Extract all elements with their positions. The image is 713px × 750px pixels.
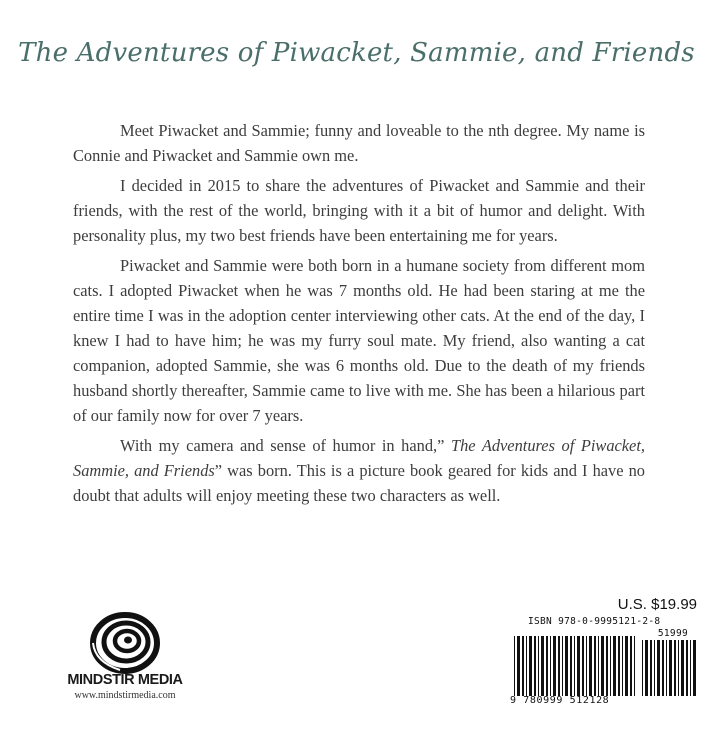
barcode-bar	[634, 636, 635, 696]
barcode-bar	[558, 636, 560, 696]
barcode-bar	[546, 636, 548, 696]
barcode-number: 9 780999 512128	[510, 695, 610, 706]
addon-number: 51999	[657, 628, 688, 639]
barcode-bar	[526, 636, 527, 696]
barcode-bar	[657, 640, 660, 696]
barcode-bar	[645, 640, 648, 696]
paragraph-2: I decided in 2015 to share the adventures of Piwacket and Sammie and their friends, with the rest of the world, bringing with it a bit of humor and delight. With personality plus, my two best friends have been entertaining me for years.	[73, 176, 645, 245]
barcode-bar	[577, 636, 580, 696]
barcode-bar	[589, 636, 592, 696]
barcode-bar	[522, 636, 524, 696]
addon-barcode	[642, 640, 696, 696]
barcode-bar	[666, 640, 667, 696]
barcode-bar	[625, 636, 628, 696]
paragraph-4-before: With my camera and sense of humor in hand,”	[120, 436, 451, 455]
book-title: The Adventures of Piwacket, Sammie, and Friends	[18, 38, 695, 68]
barcode-bar	[550, 636, 551, 696]
barcode-bar	[613, 636, 616, 696]
paragraph-3: Piwacket and Sammie were both born in a humane society from different mom cats. I adopted Piwacket when he was 7 months old. He had been staring at me the entire time I was in the adoption center interviewing other cats. At the end of the day, I knew I had to have him; he was my furry soul mate. My friend, also wanting a cat companion, adopted Sammie, she was 6 months old. Due to the death of my friends husband shortly thereafter, Sammie came to live with me. She has been a hilarious part of our family now for over 7 years.	[73, 256, 645, 425]
barcode-bar	[681, 640, 684, 696]
barcode-bar	[541, 636, 544, 696]
barcode-bar	[610, 636, 611, 696]
paragraph-4	[73, 433, 645, 508]
publisher-url: www.mindstirmedia.com	[74, 690, 176, 701]
barcode-bar	[601, 636, 604, 696]
barcode-bar	[662, 640, 664, 696]
barcode-bar	[514, 636, 515, 696]
barcode-bar	[570, 636, 572, 696]
paragraph-1: Meet Piwacket and Sammie; funny and loveable to the nth degree. My name is Connie and Piwacket and Sammie own me.	[73, 121, 645, 165]
barcode-bar	[650, 640, 652, 696]
barcode-bar	[594, 636, 596, 696]
blurb-text	[73, 118, 645, 513]
barcode-bar	[553, 636, 556, 696]
barcode-bar	[582, 636, 584, 696]
barcode-bar	[598, 636, 599, 696]
barcode-bar	[574, 636, 575, 696]
barcode-bar	[630, 636, 632, 696]
barcode-bar	[686, 640, 688, 696]
barcode-block	[508, 594, 700, 714]
paragraph-4-after: ” was born. This is a picture book geared for kids and I have no doubt that adults will enjoy meeting these two characters as well.	[73, 461, 645, 505]
barcode-bar	[654, 640, 655, 696]
ean-barcode	[514, 636, 638, 696]
barcode-bar	[622, 636, 623, 696]
isbn-label: ISBN 978-0-9995121-2-8	[528, 616, 661, 627]
spiral-logo-icon	[90, 612, 160, 674]
barcode-bar	[562, 636, 563, 696]
publisher-name: MINDSTIR MEDIA	[67, 672, 183, 688]
barcode-bar	[529, 636, 532, 696]
barcode-bar	[565, 636, 568, 696]
barcode-bar	[669, 640, 672, 696]
paragraph-4-book-title: The Adventures of Piwacket, Sammie, and Friends	[73, 436, 645, 480]
barcode-bar	[586, 636, 587, 696]
barcode-bar	[642, 640, 643, 696]
barcode-bar	[606, 636, 608, 696]
barcode-bar	[674, 640, 676, 696]
barcode-bar	[678, 640, 679, 696]
barcode-bar	[693, 640, 696, 696]
price-label: U.S. $19.99	[617, 596, 697, 613]
barcode-bar	[517, 636, 520, 696]
barcode-bar	[690, 640, 691, 696]
barcode-bar	[618, 636, 620, 696]
barcode-bar	[538, 636, 539, 696]
barcode-bar	[534, 636, 536, 696]
